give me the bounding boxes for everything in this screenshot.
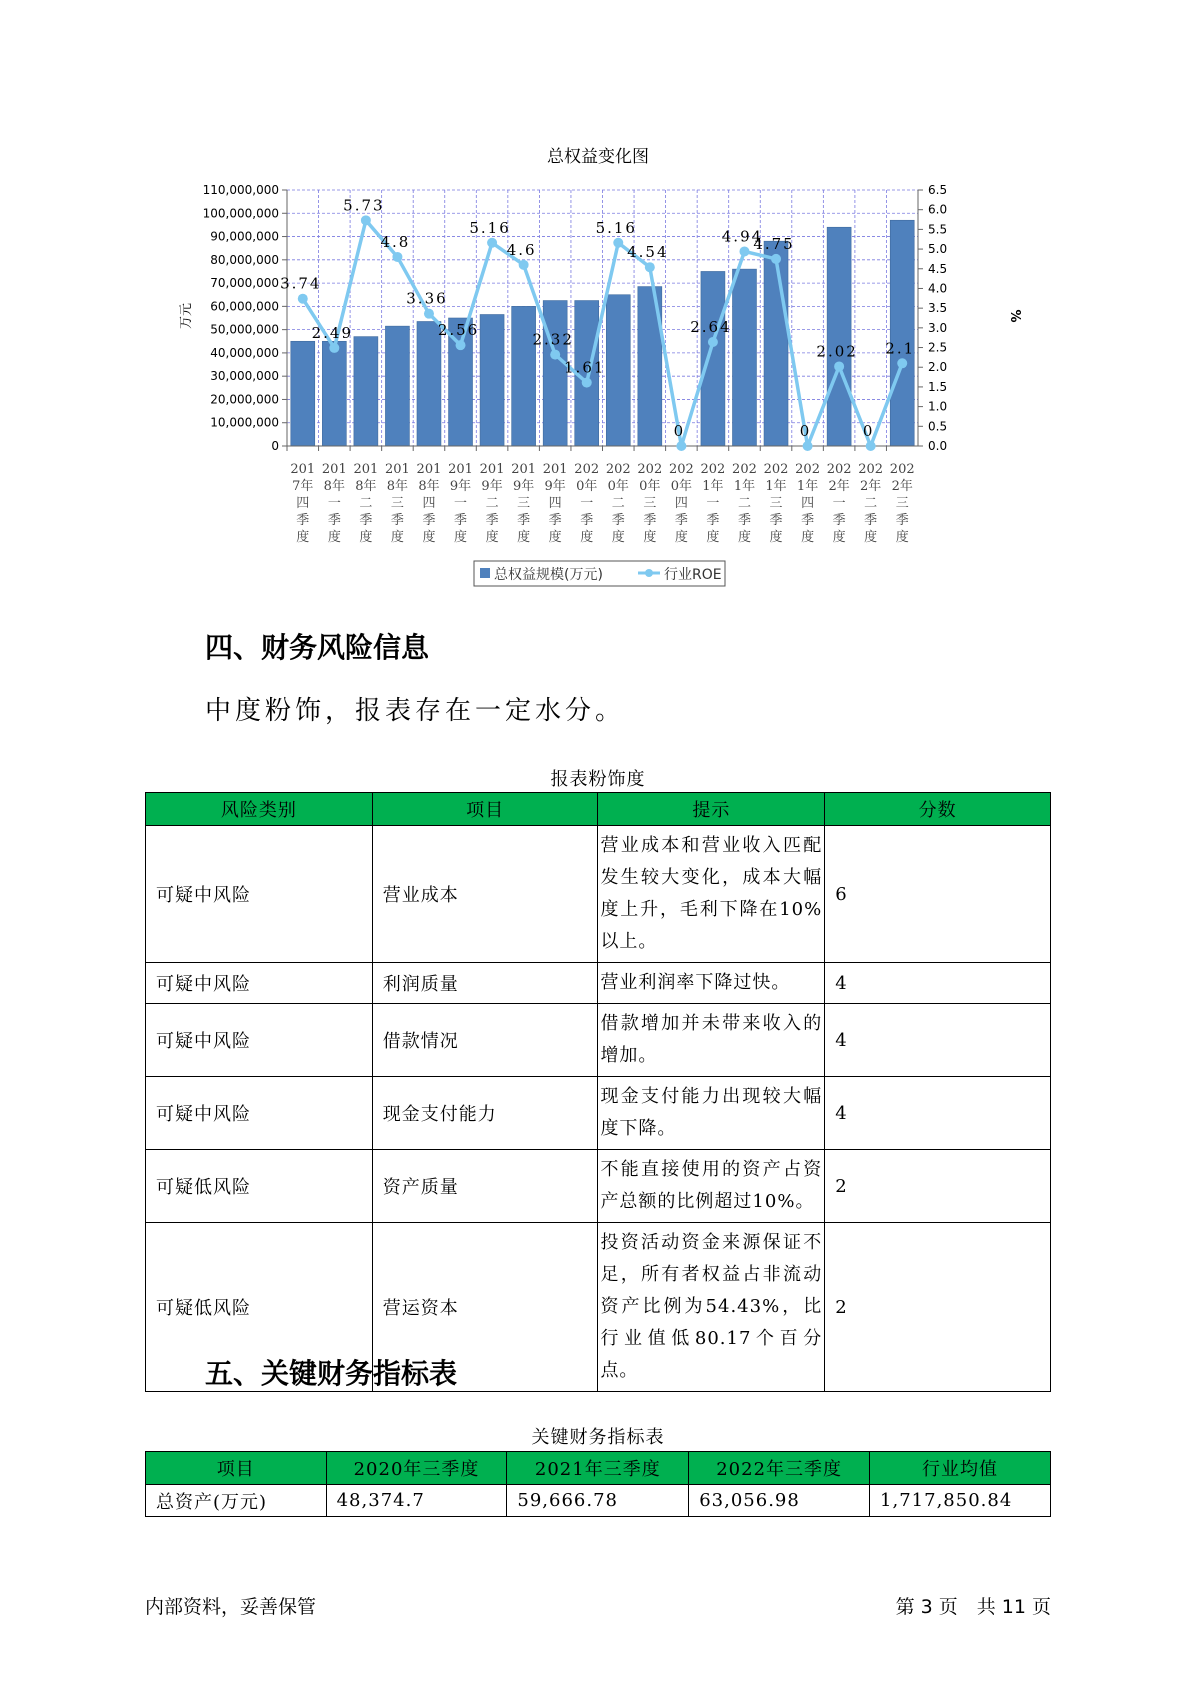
y-right-tick-label: 5.5 — [928, 222, 948, 237]
roe-point — [392, 252, 402, 262]
risk-score: 4 — [825, 963, 1051, 1004]
x-tick-label: 202 — [763, 462, 789, 477]
y-right-tick-label: 2.5 — [928, 340, 948, 355]
x-tick-label: 三 — [517, 496, 531, 511]
roe-data-label: 0 — [673, 422, 686, 440]
x-tick-label: 202 — [858, 462, 884, 477]
roe-point — [613, 238, 623, 248]
y-right-tick-label: 6.0 — [928, 202, 948, 217]
x-tick-label: 季 — [390, 513, 404, 528]
section4-paragraph: 中度粉饰，报表存在一定水分。 — [205, 696, 626, 726]
roe-point — [708, 337, 718, 347]
header-2022q3: 2022年三季度 — [689, 1452, 870, 1485]
roe-data-label: 2.49 — [311, 323, 354, 342]
y-right-tick-label: 3.0 — [928, 320, 948, 335]
header-tip: 提示 — [598, 793, 825, 826]
roe-data-label: 4.54 — [627, 243, 669, 262]
y-left-tick-label: 60,000,000 — [210, 299, 279, 314]
x-tick-label: 9年 — [449, 479, 472, 494]
x-tick-label: 度 — [643, 530, 657, 545]
legend-line-swatch — [645, 569, 653, 577]
roe-data-label: 3.36 — [406, 289, 448, 308]
x-tick-label: 季 — [454, 513, 468, 528]
equity-bar — [354, 337, 378, 446]
x-tick-label: 202 — [700, 462, 726, 477]
x-tick-label: 202 — [574, 462, 600, 477]
roe-point — [866, 441, 876, 451]
x-tick-label: 度 — [390, 530, 404, 545]
y-left-tick-label: 90,000,000 — [210, 229, 279, 244]
equity-bar — [764, 241, 788, 446]
risk-tip: 现金支付能力出现较大幅度下降。 — [598, 1077, 825, 1150]
roe-point — [676, 441, 686, 451]
x-tick-label: 0年 — [670, 479, 693, 494]
footer-confidential: 内部资料，妥善保管 — [145, 1596, 317, 1618]
x-tick-label: 度 — [864, 530, 878, 545]
roe-point — [582, 378, 592, 388]
roe-data-label: 2.56 — [437, 321, 480, 340]
risk-category: 可疑低风险 — [146, 1223, 373, 1392]
equity-bar — [606, 295, 630, 446]
roe-data-label: 4.75 — [753, 234, 795, 253]
x-tick-label: 度 — [359, 530, 373, 545]
risk-category: 可疑中风险 — [146, 1004, 373, 1077]
x-tick-label: 7年 — [292, 479, 314, 494]
x-tick-label: 度 — [706, 530, 720, 545]
y-left-tick-label: 0 — [271, 439, 279, 453]
footer-page-number: 第 3 页 共 11 页 — [895, 1596, 1051, 1618]
roe-point — [298, 294, 308, 304]
risk-score: 4 — [825, 1077, 1051, 1150]
x-tick-label: 季 — [737, 513, 751, 528]
x-tick-label: 9年 — [512, 479, 535, 494]
risk-table-header — [146, 793, 1051, 826]
x-tick-label: 一 — [706, 496, 720, 511]
x-tick-label: 1年 — [733, 479, 756, 494]
y-left-tick-label: 10,000,000 — [210, 415, 279, 430]
equity-bar — [890, 220, 914, 446]
roe-point — [803, 441, 813, 451]
roe-data-label: 5.16 — [595, 218, 637, 237]
x-tick-label: 201 — [385, 462, 410, 477]
x-tick-label: 季 — [422, 513, 436, 528]
risk-item: 营运资本 — [372, 1223, 598, 1392]
x-tick-label: 季 — [832, 513, 846, 528]
x-tick-label: 202 — [795, 462, 820, 477]
legend-bar-swatch — [480, 568, 490, 578]
roe-data-label: 2.64 — [690, 318, 732, 337]
x-tick-label: 二 — [611, 496, 625, 511]
equity-bar — [385, 326, 409, 446]
x-tick-label: 季 — [580, 513, 594, 528]
equity-bar — [512, 306, 536, 446]
x-tick-label: 201 — [511, 462, 537, 477]
x-tick-label: 度 — [485, 530, 499, 545]
x-tick-label: 二 — [737, 496, 751, 511]
chart-legend — [474, 561, 725, 586]
roe-data-label: 4.6 — [506, 240, 537, 259]
header-item: 项目 — [372, 793, 598, 826]
roe-point — [771, 254, 781, 264]
x-tick-label: 202 — [668, 462, 694, 477]
x-tick-label: 季 — [674, 513, 688, 528]
y-right-axis-label: % — [1007, 309, 1022, 323]
roe-data-label: 4.94 — [721, 227, 764, 246]
x-tick-label: 201 — [479, 462, 505, 477]
x-tick-label: 四 — [296, 496, 310, 511]
metric-value: 59,666.78 — [507, 1485, 689, 1517]
x-tick-label: 度 — [296, 530, 310, 545]
x-tick-label: 202 — [605, 462, 631, 477]
roe-point — [645, 262, 655, 272]
x-tick-label: 202 — [889, 462, 915, 477]
metric-value: 48,374.7 — [326, 1485, 507, 1517]
x-tick-label: 三 — [895, 496, 909, 511]
table-row — [146, 963, 1051, 1004]
x-tick-label: 季 — [864, 513, 878, 528]
x-tick-label: 0年 — [607, 479, 629, 494]
y-right-tick-label: 4.0 — [928, 281, 948, 296]
x-tick-label: 201 — [416, 462, 442, 477]
y-left-tick-label: 40,000,000 — [210, 345, 279, 360]
metrics-header-row — [146, 1452, 1051, 1485]
roe-data-label: 3.74 — [280, 274, 322, 293]
x-tick-label: 2年 — [891, 479, 913, 494]
x-tick-label: 1年 — [765, 479, 787, 494]
header-2020q3: 2020年三季度 — [326, 1452, 507, 1485]
roe-point — [329, 343, 339, 353]
x-tick-label: 三 — [643, 496, 657, 511]
equity-change-chart — [0, 0, 1191, 600]
x-tick-label: 度 — [895, 530, 909, 545]
y-left-tick-label: 110,000,000 — [202, 183, 279, 197]
section4-title: 四、财务风险信息 — [205, 631, 430, 664]
x-tick-label: 四 — [674, 496, 688, 511]
chart-title: 总权益变化图 — [547, 147, 649, 167]
x-tick-label: 四 — [422, 496, 436, 511]
y-right-tick-label: 0.0 — [928, 439, 948, 453]
equity-bar — [732, 269, 756, 446]
x-tick-label: 201 — [321, 462, 347, 477]
equity-bar — [701, 271, 725, 446]
equity-bar — [417, 321, 441, 446]
x-tick-label: 季 — [517, 513, 531, 528]
y-left-tick-label: 30,000,000 — [210, 369, 279, 384]
y-left-tick-label: 50,000,000 — [210, 322, 279, 337]
x-tick-label: 一 — [454, 496, 468, 511]
x-tick-label: 二 — [864, 496, 878, 511]
y-right-tick-label: 3.5 — [928, 301, 948, 316]
roe-data-label: 0 — [799, 422, 812, 440]
x-tick-label: 四 — [801, 496, 815, 511]
legend-line-label: 行业ROE — [664, 567, 722, 583]
x-tick-label: 1年 — [796, 479, 819, 494]
roe-point — [897, 358, 907, 368]
equity-bar — [827, 227, 851, 446]
x-tick-label: 度 — [580, 530, 594, 545]
roe-data-label: 1.61 — [564, 358, 606, 377]
x-tick-label: 8年 — [355, 479, 377, 494]
y-left-tick-label: 100,000,000 — [202, 206, 279, 221]
header-2021q3: 2021年三季度 — [507, 1452, 689, 1485]
header-score: 分数 — [825, 793, 1051, 826]
x-tick-label: 四 — [548, 496, 562, 511]
roe-point — [550, 350, 560, 360]
x-tick-label: 201 — [290, 462, 316, 477]
roe-data-label: 4.8 — [380, 232, 411, 251]
roe-data-label: 0 — [862, 422, 875, 440]
y-left-tick-label: 80,000,000 — [210, 252, 279, 267]
roe-point — [487, 238, 497, 248]
risk-score: 2 — [825, 1223, 1051, 1392]
chart-x-ticks — [287, 446, 915, 545]
y-right-tick-label: 5.0 — [928, 242, 948, 257]
y-right-tick-label: 4.5 — [928, 261, 948, 276]
roe-point — [519, 260, 529, 270]
x-tick-label: 度 — [422, 530, 436, 545]
risk-score: 2 — [825, 1150, 1051, 1223]
risk-item: 现金支付能力 — [372, 1077, 598, 1150]
risk-tip: 不能直接使用的资产占资产总额的比例超过10%。 — [598, 1150, 825, 1223]
x-tick-label: 度 — [801, 530, 815, 545]
roe-point — [739, 246, 749, 256]
equity-bar — [291, 341, 315, 446]
x-tick-label: 201 — [542, 462, 568, 477]
table-row — [146, 1150, 1051, 1223]
risk-table — [145, 792, 1051, 1392]
x-tick-label: 8年 — [323, 479, 345, 494]
x-tick-label: 度 — [548, 530, 562, 545]
risk-category: 可疑中风险 — [146, 963, 373, 1004]
section5-title: 五、关键财务指标表 — [205, 1357, 458, 1390]
risk-score: 4 — [825, 1004, 1051, 1077]
risk-tip: 投资活动资金来源保证不足，所有者权益占非流动资产比例为54.43%，比行业值低80.17个百分点。 — [598, 1223, 825, 1392]
metric-value: 63,056.98 — [689, 1485, 870, 1517]
x-tick-label: 一 — [832, 496, 846, 511]
roe-point — [424, 309, 434, 319]
metric-value: 1,717,850.84 — [870, 1485, 1051, 1517]
risk-item: 营业成本 — [372, 826, 598, 963]
y-right-tick-label: 2.0 — [928, 360, 948, 375]
risk-category: 可疑低风险 — [146, 1150, 373, 1223]
x-tick-label: 一 — [580, 496, 594, 511]
x-tick-label: 一 — [327, 496, 341, 511]
roe-data-label: 5.16 — [469, 218, 511, 237]
x-tick-label: 季 — [327, 513, 341, 528]
risk-tip: 营业成本和营业收入匹配发生较大变化，成本大幅度上升，毛利下降在10%以上。 — [598, 826, 825, 963]
x-tick-label: 季 — [485, 513, 499, 528]
risk-category: 可疑中风险 — [146, 1077, 373, 1150]
roe-point — [456, 340, 466, 350]
x-tick-label: 2年 — [860, 479, 882, 494]
roe-data-label: 2.32 — [532, 330, 574, 349]
x-tick-label: 0年 — [639, 479, 661, 494]
risk-item: 资产质量 — [372, 1150, 598, 1223]
x-tick-label: 度 — [674, 530, 688, 545]
equity-bar — [322, 341, 346, 446]
x-tick-label: 季 — [895, 513, 909, 528]
x-tick-label: 度 — [611, 530, 625, 545]
x-tick-label: 201 — [353, 462, 379, 477]
roe-data-label: 2.1 — [885, 339, 916, 358]
x-tick-label: 二 — [485, 496, 499, 511]
legend-bar-label: 总权益规模(万元) — [494, 567, 603, 583]
header-item: 项目 — [146, 1452, 327, 1485]
roe-point — [834, 361, 844, 371]
y-left-tick-label: 70,000,000 — [210, 276, 279, 291]
table-row — [146, 826, 1051, 963]
y-right-tick-label: 6.5 — [928, 183, 948, 197]
x-tick-label: 度 — [737, 530, 751, 545]
x-tick-label: 201 — [448, 462, 473, 477]
table-row — [146, 1485, 1051, 1517]
roe-data-label: 2.02 — [816, 342, 858, 361]
x-tick-label: 8年 — [418, 479, 440, 494]
key-metrics-table — [145, 1451, 1051, 1517]
key-metrics-caption: 关键财务指标表 — [531, 1427, 665, 1448]
x-tick-label: 三 — [390, 496, 404, 511]
x-tick-label: 8年 — [386, 479, 409, 494]
x-tick-label: 季 — [769, 513, 783, 528]
x-tick-label: 季 — [548, 513, 562, 528]
x-tick-label: 季 — [643, 513, 657, 528]
x-tick-label: 度 — [832, 530, 846, 545]
table-row — [146, 1004, 1051, 1077]
risk-table-caption: 报表粉饰度 — [550, 769, 646, 790]
y-right-tick-label: 0.5 — [928, 419, 948, 434]
risk-item: 借款情况 — [372, 1004, 598, 1077]
x-tick-label: 度 — [769, 530, 783, 545]
risk-category: 可疑中风险 — [146, 826, 373, 963]
x-tick-label: 2年 — [828, 479, 850, 494]
x-tick-label: 季 — [611, 513, 625, 528]
header-industry-avg: 行业均值 — [870, 1452, 1051, 1485]
y-right-tick-label: 1.0 — [928, 399, 948, 414]
x-tick-label: 度 — [327, 530, 341, 545]
table-row — [146, 1077, 1051, 1150]
x-tick-label: 9年 — [481, 479, 503, 494]
header-category: 风险类别 — [146, 793, 373, 826]
x-tick-label: 0年 — [576, 479, 598, 494]
x-tick-label: 三 — [769, 496, 783, 511]
x-tick-label: 度 — [517, 530, 531, 545]
metric-name: 总资产(万元) — [146, 1485, 327, 1517]
x-tick-label: 季 — [296, 513, 310, 528]
risk-tip: 营业利润率下降过快。 — [598, 963, 825, 1004]
y-left-tick-label: 20,000,000 — [210, 392, 279, 407]
y-left-axis-label: 万元 — [179, 302, 194, 330]
risk-item: 利润质量 — [372, 963, 598, 1004]
x-tick-label: 1年 — [702, 479, 724, 494]
x-tick-label: 季 — [801, 513, 815, 528]
x-tick-label: 度 — [454, 530, 468, 545]
roe-point — [361, 215, 371, 225]
x-tick-label: 二 — [359, 496, 373, 511]
y-right-tick-label: 1.5 — [928, 379, 948, 394]
x-tick-label: 202 — [637, 462, 663, 477]
x-tick-label: 202 — [826, 462, 852, 477]
roe-data-label: 5.73 — [343, 196, 385, 215]
risk-score: 6 — [825, 826, 1051, 963]
equity-bar — [480, 315, 504, 446]
x-tick-label: 9年 — [544, 479, 566, 494]
x-tick-label: 202 — [732, 462, 757, 477]
risk-tip: 借款增加并未带来收入的增加。 — [598, 1004, 825, 1077]
x-tick-label: 季 — [359, 513, 373, 528]
x-tick-label: 季 — [706, 513, 720, 528]
